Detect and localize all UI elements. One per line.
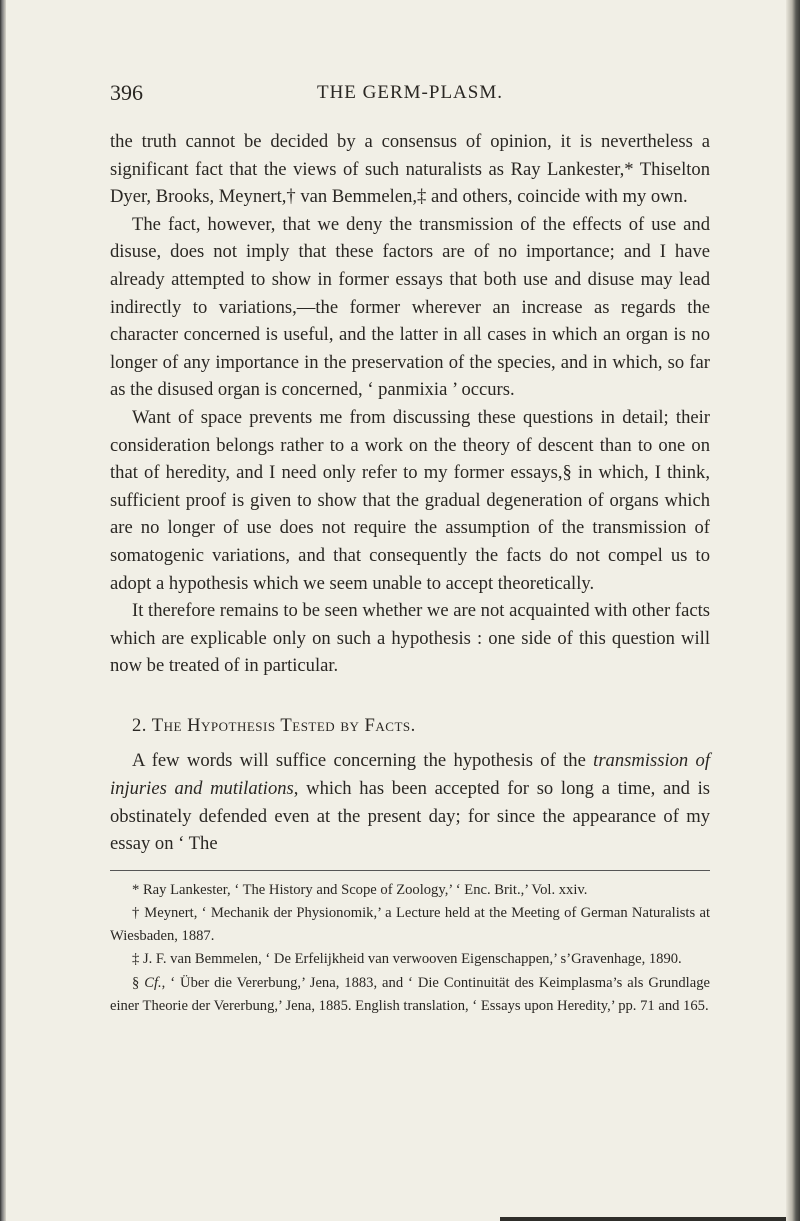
paragraph-2: The fact, however, that we deny the transmission of the effects of use and disuse, does not imply that these factors are of no importance; and I have already attempted to show in former essays that both use and disuse may lead indirectly to variations,—the former wherever an increase as regards the character concerned is useful, and the latter in all cases in which an organ is no longer of any importance in the preservation of the species, and in which, so far as the disused organ is concerned, ‘ panmixia ’ occurs. [110,213,710,401]
section-paragraph-start: A few words will suffice concerning the hypothesis of the [132,750,594,772]
body-text [110,128,710,858]
paragraph-3: Want of space prevents me from discussing these questions in detail; their consideration belongs rather to a work on the theory of descent than to one on that of heredity, and I need only refer to my former essays,§ in which, I think, sufficient proof is given to show that the gradual degeneration of organs which are no longer of use does not require the assumption of the transmission of somatogenic variations, and that consequently the facts do not compel us to adopt a hypothesis which we seem unable to accept theoretically. [110,406,710,594]
footnote-divider [110,870,710,871]
footnote-1: * Ray Lankester, ‘ The History and Scope of Zoology,’ ‘ Enc. Brit.,’ Vol. xxiv. [132,881,588,898]
page-right-edge [786,0,800,1221]
footnote-4-italic: Cf. [144,974,162,991]
page-header [110,80,710,110]
footnote-2: † Meynert, ‘ Mechanik der Physionomik,’ a Lecture held at the Meeting of German Naturalists at Wiesbaden, 1887. [110,905,710,945]
section-paragraph-italic: transmission of injuries and mutilations [110,750,710,800]
footnote-3: ‡ J. F. van Bemmelen, ‘ De Erfelijkheid van verwooven Eigenschappen,’ s’Gravenhage, 1890. [132,951,682,968]
paragraph-1: the truth cannot be decided by a consensus of opinion, it is nevertheless a significant fact that the views of such naturalists as Ray Lankester,* Thiselton Dyer, Brooks, Meynert,† van Bemmelen,‡ and others, coincide with my own. [110,131,710,208]
page-left-edge [0,0,6,1221]
page-bottom-rule [500,1217,786,1221]
running-title: THE GERM-PLASM. [316,82,503,103]
section-paragraph [110,747,710,857]
footnotes [110,879,710,1018]
page-number: 396 [110,80,143,105]
footnote-4-end: , ‘ Über die Vererbung,’ Jena, 1883, and ‘ Die Continuität des Keimplasma’s als Grundlage einer Theorie der Vererbung,’ Jena, 1885. English translation, ‘ Essays upon Heredity,’ pp. 71 and 165. [110,974,710,1014]
footnote-4 [110,972,710,1018]
section-paragraph-end: , which has been accepted for so long a time, and is obstinately defended even at the present day; for since the appearance of my essay on ‘ The [110,778,710,855]
footnote-4-start: § [132,974,145,991]
book-page [110,0,710,1018]
paragraph-4: It therefore remains to be seen whether we are not acquainted with other facts which are explicable only on such a hypothesis : one side of this question will now be treated of in particular. [110,600,710,677]
section-heading: 2. The Hypothesis Tested by Facts. [132,714,416,736]
